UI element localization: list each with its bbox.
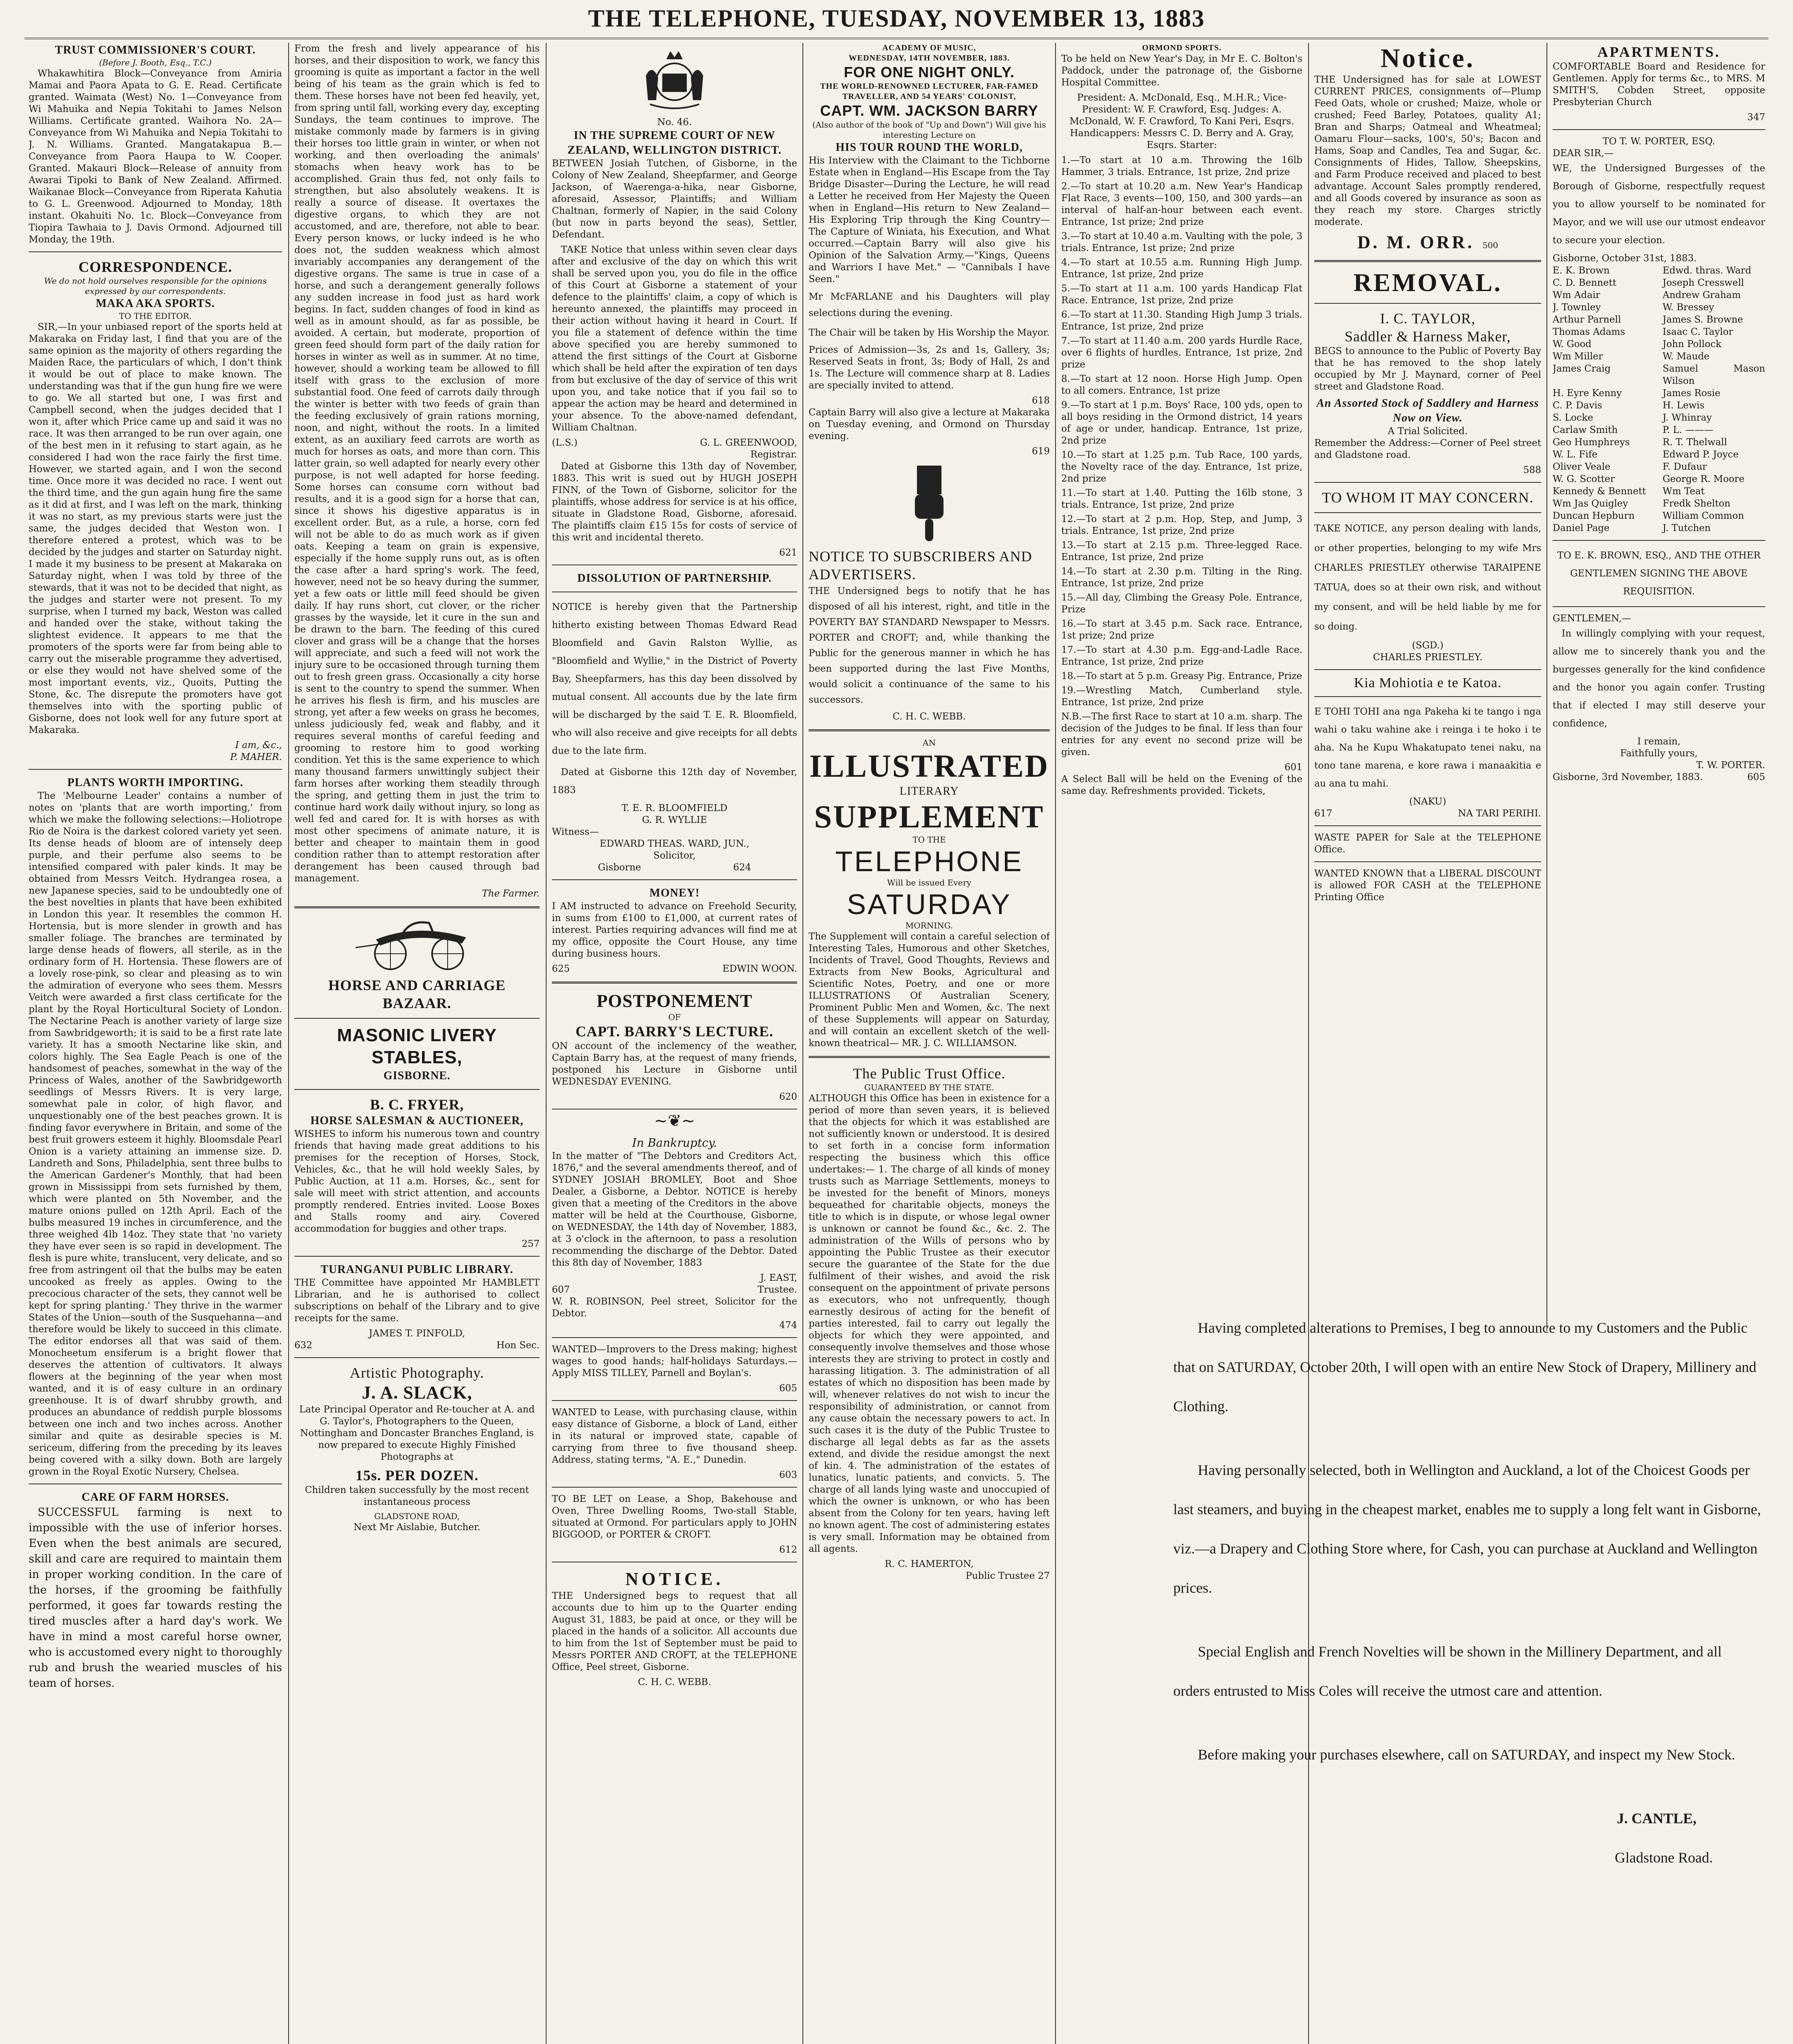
masthead-rule [25,38,1768,39]
notice-sig: C. H. C. WEBB. [638,1677,711,1688]
divider [552,1337,797,1338]
maka-sign2: P. MAHER. [230,752,282,762]
signatory-name: H. Lewis [1663,400,1705,411]
divider [29,251,282,252]
signatory-name: Duncan Hepburn [1553,511,1635,521]
ormond-event: 16.—To start at 3.45 p.m. Sack race. Entrance, 1st prize; 2nd prize [1061,619,1302,641]
dissolution-witness-role: Solicitor, [653,850,696,861]
signatory-name: C. P. Davis [1553,400,1602,411]
reply-num: 605 [1747,772,1765,782]
dissolution-witness: Witness— [552,827,599,837]
library-num: 632 [294,1340,312,1351]
ormond-event: 3.—To start at 10.40 a.m. Vaulting with the pole, 3 trials. Entrance, 1st prize; 2nd prize [1061,231,1302,253]
reply-faith: Faithfully yours, [1620,748,1698,759]
signatory-name: Edward P. Joyce [1663,449,1739,460]
signatory-name: William Common [1663,511,1744,521]
ormond-event: 7.—To start at 11.40 a.m. 200 yards Hurdle Race, over 6 flights of hurdles. Entrance, 1st prize, 2nd prize [1061,336,1302,370]
signatory-name: W. Maude [1663,351,1710,362]
ormond-event: 15.—All day, Climbing the Greasy Pole. Entrance, Prize [1061,592,1302,615]
academy-name: CAPT. WM. JACKSON BARRY [820,102,1038,119]
ormond-event: 6.—To start at 11.30. Standing High Jump 3 trials. Entrance, 1st prize, 2nd prize [1061,309,1302,332]
taylor-role: Saddler & Harness Maker, [1345,328,1511,345]
ormond-nb: N.B.—The first Race to start at 10 a.m. sharp. The decision of the Judges to be final. If less than four entries for any event no second prize will be given. [1061,711,1302,758]
taylor-name: I. C. TAYLOR, [1380,310,1476,327]
notice-orr-title: Notice. [1380,43,1475,73]
column-1 [29,43,282,2044]
academy-lecturer: THE WORLD-RENOWNED LECTURER, FAR-FAMED TRAVELLER, AND 54 YEARS' COLONIST, [820,82,1038,101]
academy-night: FOR ONE NIGHT ONLY. [844,64,1015,81]
maori-num: 617 [1314,808,1332,819]
signatory-name: W. G. Scotter [1553,474,1615,484]
apartments-body: COMFORTABLE Board and Residence for Gentlemen. Apply for terms &c., to MRS. M SMITH'S, Cobden Street, opposite Presbyterian Church [1553,61,1765,108]
court-sign-row [552,437,797,449]
masonic-title: MASONIC LIVERY STABLES, [337,1025,497,1067]
taylor-trial: A Trial Solicited. [1387,426,1468,437]
reply-date: Gisborne, 3rd November, 1883. [1553,772,1703,782]
signatory-name: Thomas Adams [1553,327,1625,337]
column-2 [294,43,540,2044]
ormond-event: 8.—To start at 12 noon. Horse High Jump. Open to all comers. Entrance, 1st prize [1061,374,1302,396]
supplement-supplement: SUPPLEMENT [814,799,1044,834]
pointing-hand-icon [905,462,954,543]
ormond-event: 14.—To start at 2.30 p.m. Tilting in the Ring. Entrance, 1st prize, 2nd prize [1061,566,1302,589]
notice-orr-num: 500 [1482,240,1498,250]
divider [1314,861,1541,862]
ormond-officers: President: A. McDonald, Esq., M.H.R.; Vice-President: W. F. Crawford, Esq. Judges: A. McDonald, W. F. Crawford, To Kani Peri, Esqrs. Handicappers: Messrs C. D. Berry and A. Gray, Esqrs. Starter: [1069,92,1294,150]
signatory-name: E. K. Brown [1553,265,1610,276]
cantle-advertisement [1173,1308,1762,1877]
academy-daughters: Mr McFARLANE and his Daughters will play selections during the evening. [809,291,1050,318]
divider [294,1357,540,1358]
masthead: THE TELEPHONE, TUESDAY, NOVEMBER 13, 1883 [588,5,1205,32]
porter-to: TO T. W. PORTER, ESQ. [1602,136,1715,147]
correspondence-disclaimer: We do not hold ourselves responsible for the opinions expressed by our correspondents. [44,276,267,296]
wanted-known: WANTED KNOWN that a LIBERAL DISCOUNT is allowed FOR CASH at the TELEPHONE Printing Office [1314,868,1541,903]
signatory-name: Geo Humphreys [1553,437,1630,448]
signatory-name: Wm Teat [1663,486,1705,497]
court-dated: Dated at Gisborne this 13th day of November, 1883. This writ is sued out by HUGH JOSEPH FINN, of the Town of Gisborne, solicitor for the plaintiffs, whose address for service is at his office, situate in Gladstone Road, Gisborne, aforesaid. The plaintiffs claim £15 15s for costs of service of this writ and incidental thereto. [552,461,797,543]
signatory-name: C. D. Bennett [1553,278,1616,288]
academy-date: WEDNESDAY, 14TH NOVEMBER, 1883. [848,54,1010,63]
slack-addr1: GLADSTONE ROAD, [374,1511,460,1521]
maori-body: E TOHI TOHI ana nga Pakeha ki te tango i nga wahi o taku wahine ake i reinga i te hoko i te aha. Na he Kupu Whakatupato tenei naku, na tono tane marena, e kore rawa i manaakitia e au ana tu mahi. [1314,706,1541,789]
supplement-illustrated: ILLUSTRATED [809,748,1049,784]
signatory-name: George R. Moore [1663,474,1745,484]
money-footer [552,963,797,975]
cantle-p1: Having completed alterations to Premises, I beg to announce to my Customers and the Public that on SATURDAY, October 20th, I will open with an entire New Stock of Drapery, Millinery and Clothing. [1173,1320,1757,1414]
ormond-num: 601 [1284,762,1302,773]
divider [294,906,540,908]
fryer-name: B. C. FRYER, [370,1096,464,1113]
column-rule [546,43,547,2044]
slack-price: 15s. PER DOZEN. [355,1467,479,1484]
library-sig: JAMES T. PINFOLD, [369,1328,465,1339]
maori-title: Kia Mohiotia e te Katoa. [1354,675,1502,690]
column-rule [1546,43,1547,1331]
public-trust-footer [809,1570,1050,1582]
fryer-role: HORSE SALESMAN & AUCTIONEER, [310,1114,524,1127]
signatory-name: S. Locke [1553,412,1594,423]
ormond-event: 17.—To start at 4.30 p.m. Egg-and-Ladle Race. Entrance, 1st prize, 2nd prize [1061,645,1302,667]
column-6 [1314,43,1541,1290]
academy-makaraka: Captain Barry will also give a lecture at Makaraka on Tuesday evening, and Ormond on Thursday evening. [809,407,1050,442]
wanted-dressmaking: WANTED—Improvers to the Dress making; highest wages to good hands; half-holidays Saturdays.—Apply MISS TILLEY, Parnell and Boylan's. [552,1344,797,1378]
ormond-events-list [1061,155,1302,708]
concern-sgd: (SGD.) [1412,640,1443,651]
column-3 [552,43,797,2044]
concern-title: TO WHOM IT MAY CONCERN. [1322,489,1534,506]
bankrupt-body: In the matter of "The Debtors and Creditors Act, 1876," and the several amendments thereof, and of SYDNEY JOSIAH BROMLEY, Boot and Shoe Dealer, a Gisborne, a Debtor. NOTICE is hereby given that a meeting of the Creditors in the above matter will be held at the Courthouse, Gisborne, on WEDNESDAY, the 14th day of November, 1883, at 3 o'clock in the afternoon, to pass a resolution recommending the discharge of the Debtor. Dated this 8th day of November, 1883 [552,1151,797,1268]
porter-dear: DEAR SIR,— [1553,148,1614,159]
signatory-name: H. Eyre Kenny [1553,388,1622,399]
divider [552,1487,797,1488]
supplement-to: TO THE [912,835,946,845]
divider [1314,669,1541,670]
signatory-name: James Rosie [1663,388,1721,399]
supplement-morning: MORNING. [905,921,953,930]
signatory-name: F. Dufaur [1663,462,1707,472]
postpone-body: ON account of the inclemency of the weather, Captain Barry has, at the request of many friends, postponed his Lecture in Gisborne until WEDNESDAY EVENING. [552,1041,797,1087]
court-title: IN THE SUPREME COURT OF NEW ZEALAND, WELLINGTON DISTRICT. [567,129,782,157]
signatories-list [1553,264,1765,534]
porter-date: Gisborne, October 31st, 1883. [1553,253,1697,264]
academy-body: His Interview with the Claimant to the Tichborne Estate when in England—His Escape from the Tay Bridge Disaster—During the Lecture, he will read a Letter he received from Her Majesty the Queen when in England—His return to New Zealand—His Exploring Trip through the King Country—The Capture of Winiata, his Execution, and What occurred.—Captain Barry will also give his Opinion of the Salvation Army.—"Kings, Queens and Warriors I have Met." — "Cannibals I have Seen." [809,155,1050,285]
signatory-name: Fredk Shelton [1663,498,1730,509]
notice-orr-body: THE Undersigned has for sale at LOWEST CURRENT PRICES, consignments of—Plump Feed Oats, whole or crushed; Maize, whole or crushed; Feed Barley, Potatoes, quality A1; Bran and Sharps; Oatmeal and Wheatmeal; Oamaru Flour—sacks, 100's, 50's; Bacon and Hams, Soap and Candles, Tea and Sugar, &c. Consignments of Hides, Tallow, Sheepskins, and Farm Produce received and placed to best advantage. Account Sales promptly rendered, and all Goods covered by insurance as soon as they reach my store. Charges strictly moderate. [1314,74,1541,227]
public-trust-body: ALTHOUGH this Office has been in existence for a period of more than seven years, it is believed that the objects for which it was established are not sufficiently known or understood. It is desired to set forth in a concise form information respecting the business which this office undertakes:— 1. The charge of all kinds of money trusts such as Marriage Settlements, moneys to be invested for the benefit of Minors, moneys bequeathed for charitable objects, moneys the title to which is in dispute, or whose legal owner is unknown or cannot be found &c., &c. 2. The administration of the Wills of persons who by appointing the Public Trustee as their executor secure the guarantee of the State for the due fulfilment of their wishes, and avoid the risk consequent on the appointment of private persons as executors, who not unfrequently, though earnestly desirous of acting for the benefit of parties interested, fail to carry out legally the objects for which they were appointed, and consequently involve themselves and those whose interests they are striving to protect in costly and harassing litigation. 3. The administration of all estates of which no disposition has been made by will, whenever relatives do not wish to incur the responsibility of administration, or cannot from any cause obtain the necessary powers to act. In such cases it is the duty of the Public Trustee to discharge all legal debts as far as the assets extend, and divide the residue amongst the next of kin. 4. The administration of the estates of lunatics, lunatic patients, and convicts. 5. The charge of all lands lying waste and unoccupied of which the owner is unknown, or who has been absent from the Colony for ten years, having left no known agent. The cost of administering estates is very small. Information may be obtained from all agents. [809,1093,1050,1554]
taylor-num: 588 [1523,465,1541,475]
signatory-name: Joseph Cresswell [1663,278,1744,288]
notice-orr-sig: D. M. ORR. [1357,232,1475,252]
trust-court-title: TRUST COMMISSIONER'S COURT. [55,44,256,56]
signatory-name: R. T. Thelwall [1663,437,1727,448]
signatory-name: Wm Miller [1553,351,1603,362]
ormond-intro: To be held on New Year's Day, in Mr E. C. Bolton's Paddock, under the patronage of, the Gisborne Hospital Committee. [1061,54,1302,88]
ormond-ball: A Select Ball will be held on the Evening of the same day. Refreshments provided. Tickets, [1061,774,1302,796]
academy-num: 618 [1032,395,1050,406]
apartments-title: APARTMENTS. [1597,44,1721,60]
public-trust-sig: R. C. HAMERTON, [885,1559,974,1569]
reply-sig: T. W. PORTER. [1696,760,1765,771]
ormond-event: 4.—To start at 10.55 a.m. Running High Jump. Entrance, 1st prize, 2nd prize [1061,257,1302,280]
column-rule [1055,43,1056,2044]
public-trust-role: Public Trustee [966,1571,1035,1581]
signatory-name: James S. Browne [1663,314,1743,325]
carriage-illustration [352,915,482,972]
correspondence-title: CORRESPONDENCE. [78,259,233,275]
column-7 [1553,43,1765,1290]
maori-footer [1314,808,1541,820]
slack-children: Children taken successfully by the most recent instantaneous process [305,1485,529,1507]
supplement-issued: Will be issued Every [887,878,972,888]
ormond-event: 9.—To start at 1 p.m. Boys' Race, 100 yds, open to all boys residing in the Ormond district, 14 years of age or under, handicap. Entrance, 1st prize, 2nd prize [1061,400,1302,446]
signatory-name: Edwd. thras. Ward [1663,265,1751,276]
plants-title: PLANTS WORTH IMPORTING. [67,776,244,789]
signatory-name: Isaac C. Taylor [1663,327,1733,337]
bankrupt-role: Trustee. [758,1284,797,1295]
slack-body: Late Principal Operator and Re-toucher at A. and G. Taylor's, Photographers to the Queen, Nottingham and Doncaster Branches England, is now prepared to execute Highly Finished Photographs at [299,1404,535,1462]
to-let-num: 612 [779,1544,797,1555]
cantle-p3: Special English and French Novelties will be shown in the Millinery Department, and all orders entrusted to Miss Coles will receive the utmost care and attention. [1173,1643,1722,1699]
horse-carriage-title: HORSE AND CARRIAGE BAZAAR. [328,977,506,1011]
trust-court-sub: (Before J. Booth, Esq., T.C.) [99,58,212,67]
ormond-event: 1.—To start at 10 a.m. Throwing the 16lb Hammer, 3 trials. Entrance, 1st prize, 2nd prize [1061,155,1302,177]
library-title: TURANGANUI PUBLIC LIBRARY. [320,1263,513,1276]
divider [1314,825,1541,826]
notice-orr-footer [1314,231,1541,253]
divider [294,1018,540,1019]
postpone-sub: CAPT. BARRY'S LECTURE. [575,1023,774,1040]
divider [1314,482,1541,483]
divider [29,769,282,770]
wanted-lease: WANTED to Lease, with purchasing clause, within easy distance of Gisborne, a block of Land, either in its natural or improved state, capable of carrying from three to five thousand sheep. Address, stating terms, "A. E.," Dunedin. [552,1407,797,1465]
signatory-name: W. L. Fife [1553,449,1598,460]
money-body: I AM instructed to advance on Freehold Security, in sums from £100 to £1,000, at current rates of interest. Parties requiring advances will find me at my office, opposite the Court House, any time during business hours. [552,901,797,959]
academy-title: ACADEMY OF MUSIC, [882,43,976,52]
reply-to: TO E. K. BROWN, ESQ., AND THE OTHER GENTLEMEN SIGNING THE ABOVE REQUISITION. [1557,550,1761,597]
dissolution-title: DISSOLUTION OF PARTNERSHIP. [577,572,772,585]
reply-footer [1553,771,1765,783]
column-5 [1061,43,1302,1290]
public-trust-title: The Public Trust Office. [853,1065,1006,1082]
reply-remain: I remain, [1637,736,1681,747]
signatory-name: J. Whinray [1663,412,1712,423]
court-no: No. 46. [657,117,692,128]
divider [552,982,797,984]
signatory-name: P. L. ——— [1663,425,1714,435]
cantle-p4: Before making your purchases elsewhere, call on SATURDAY, and inspect my New Stock. [1198,1746,1735,1763]
maka-title: MAKA AKA SPORTS. [96,297,215,310]
public-trust-sub: GUARANTEED BY THE STATE. [864,1083,994,1092]
dissolution-witness-place: Gisborne [598,862,641,873]
horses-body: SUCCESSFUL farming is next to impossible with the use of inferior horses. Even when the best animals are secured, skill and care are required to maintain them in proper working condition. In the care of the horses, if the grooming be faithfully performed, it goes far towards resting the tired muscles after a hard day's work. We have in mind a most careful horse owner, who is accustomed every night to thoroughly rub and brush the wearied muscles of his team of horses. [29,1506,282,1690]
dissolution-witness-name: EDWARD THEAS. WARD, JUN., [599,838,750,849]
signatory-name: W. Good [1553,339,1592,350]
horses-source: The Farmer. [482,888,540,899]
ormond-event: 13.—To start at 2.15 p.m. Three-legged Race. Entrance, 1st prize, 2nd prize [1061,540,1302,563]
signatory-name: John Pollock [1663,339,1721,350]
money-sig: EDWIN WOON. [722,964,797,974]
column-rule [288,43,289,2044]
ormond-title: ORMOND SPORTS. [1142,43,1222,52]
maori-naku: (NAKU) [1409,796,1446,807]
concern-body: TAKE NOTICE, any person dealing with lands, or other properties, belonging to my wife Mrs CHARLES PRIESTLEY otherwise TARAIPENE TATUA, does so at their own risk, and without my consent, and will be held liable by me for so doing. [1314,523,1541,632]
cantle-sig: J. CANTLE, [1616,1810,1697,1827]
signatory-name: J. Townley [1553,302,1601,313]
divider [809,729,1050,731]
signatory-name: Andrew Graham [1663,290,1741,300]
divider [1314,512,1541,513]
trust-court-body: Whakawhitira Block—Conveyance from Amiria Mamai and Paora Apata to G. E. Read. Certificate granted. Waimata (West) No. 1—Conveyance from Wi Mahuika and Nepia Tokitahi to James Nelson Williams. Certificate granted. Waihora No. 2A—Conveyance from Wi Mahuika and Nepia Tokitahi to J. N. Williams. Granted. Mangatakapua B.—Conveyance from Paora Haupa to W. Cooper. Granted. Makauri Block—Release of annuity from Awarai Tipoki to Bank of New Zealand. Affirmed. Waikanae Block—Conveyance from Riperata Kahutia to G. L. Greenwood. Adjourned to Monday, 18th instant. Okahuiti No. 1c. Block—Conveyance from Tiopira Tawhaia to J. Davis Ormond. Adjourned till Monday, the 19th. [29,68,282,245]
signatory-name: Kennedy & Bennett [1553,486,1646,497]
academy-intro: (Also author of the book of "Up and Down") Will give his interesting Lecture on [812,120,1046,140]
divider [552,1400,797,1401]
slack-addr2: Next Mr Aislabie, Butcher. [353,1522,481,1533]
academy-tour: HIS TOUR ROUND THE WORLD, [836,141,1023,154]
notice-title: NOTICE. [625,1569,724,1589]
court-num: 621 [779,547,797,558]
masonic-place: GISBORNE. [383,1069,450,1082]
court-notice: TAKE Notice that unless within seven clear days after and exclusive of the day on which this writ shall be served upon you, you do file in the office of this Court at Gisborne a statement of your defence to the plaintiffs' claim, a copy of which is hereunto annexed, the plaintiffs may proceed in their action without having it heard in Court. If you file a statement of defence within the time above specified you are hereby summoned to attend the first sittings of the Court at Gisborne which shall be held after the expiration of ten days from but exclusive of the day of service of this writ upon you, and take notice that if you fail so to appear the action may be heard and determined in your absence. To the above-named defendant, William Chaltnan. [552,244,797,433]
bankrupt-footer [552,1284,797,1296]
removal-title: REMOVAL. [1353,269,1502,297]
ormond-event: 2.—To start at 10.20 a.m. New Year's Handicap Flat Race, 3 events—100, 150, and 300 yards—an interval of half-an-hour between each event. Entrance, 1st prize; 2nd prize [1061,181,1302,227]
maori-sig: NA TARI PERIHI. [1458,808,1541,819]
waste-paper: WASTE PAPER for Sale at the TELEPHONE Office. [1314,832,1541,855]
divider [1314,260,1541,262]
fryer-body: WISHES to inform his numerous town and country friends that having made great additions to his premises for the reception of Horses, Stock, Vehicles, &c., that he will hold weekly Sales, by Public Auction, at 11 a.m. Horses, &c., sent for sale will meet with strict attention, and accounts promptly rendered. Entries invited. Loose Boxes and Stalls roomy and airy. Covered accommodation for buggies and other traps. [294,1129,540,1234]
wanted-dressmaking-num: 605 [779,1383,797,1394]
photo-title: Artistic Photography. [350,1365,484,1381]
subscribers-body: THE Undersigned begs to notify that he has disposed of all his interest, right, and title in the POVERTY BAY STANDARD Newspaper to Messrs. PORTER and CROFT; and, while thanking the Public for the generous manner in which he has been supported during the last Five Months, would solicit a continuance of the same to his successors. [809,586,1050,705]
bankrupt-num2: 474 [779,1320,797,1331]
taylor-stock: An Assorted Stock of Saddlery and Harness Now on View. [1316,397,1539,424]
money-num: 625 [552,964,570,974]
notice-body: THE Undersigned begs to request that all accounts due to him up to the Quarter ending August 31, 1883, be paid at once, or they will be placed in the hands of a solicitor. All accounts due to him from the 1st of September must be paid to Messrs PORTER AND CROFT, at the TELEPHONE Office, Peel street, Gisborne. [552,1591,797,1672]
reply-body: In willingly complying with your request, allow me to sincerely thank you and the burgesses generally for the kind confidence and the honor you again confer. Trusting that if elected I may still deserve your confidence, [1553,628,1765,729]
taylor-addr: Remember the Address:—Corner of Peel street and Gladstone road. [1314,438,1541,460]
academy-chair: The Chair will be taken by His Worship the Mayor. [809,327,1050,338]
maka-to: TO THE EDITOR. [119,311,192,321]
ormond-event: 12.—To start at 2 p.m. Hop, Step, and Jump, 3 trials. Entrance, 1st prize, 2nd prize [1061,514,1302,536]
signatory-name: Wm Adair [1553,290,1600,300]
library-body: THE Committee have appointed Mr HAMBLETT Librarian, and he is authorised to collect subscriptions on behalf of the Library and to give receipts for the same. [294,1278,540,1324]
signatory-name: Samuel Mason Wilson [1663,363,1765,386]
postpone-title: POSTPONEMENT [596,991,753,1011]
divider [1314,696,1541,697]
court-body: BETWEEN Josiah Tutchen, of Gisborne, in the Colony of New Zealand, Sheepfarmer, and George Jackson, of Waerenga-a-hika, near Gisborne, aforesaid, Assessor, Plaintiffs; and William Chaltnan, formerly of Napier, in the said Colony (but now in parts beyond the seas), Settler, Defendant. [552,158,797,240]
bankrupt-sig: J. EAST, [760,1273,797,1283]
horses-continued: From the fresh and lively appearance of his horses, and their disposition to work, we fancy this grooming is quite as important a factor in the well being of his team as the grain which is fed to them. These horses have not been fed heavily, yet, from spring until fall, working every day, excepting Sundays, the team continues to improve. The mistake commonly made by farmers is in giving their horses too little grain in winter, or when not working, and then overloading the animals' stomachs when heavy work has to be accomplished. Grain thus fed, not only fails to strengthen, but also absolutely weakens. It is really a source of disease. It overtaxes the digestive organs, to which they are not accustomed, and are, therefore, not able to bear. Every person knows, or lucky indeed is he who does not, the sudden weakness which almost invariably accompanies any derangement of the digestive organs. The same is true in case of a horse, and such a derangement generally follows any sudden increase in food just as hard work begins. In fact, sudden changes of food in kind as well as in amount should, as far as possible, be avoided. A certain, but moderate, proportion of green feed should form part of the daily ration for horses in winter as well as in summer. At no time, however, should a working team be allowed to fill itself with grass to the exclusion of more substantial food. One feed of carrots daily through the winter is better with two feeds of grain than the feeding exclusively of grain rations morning, noon, and night, without the roots. In a limited extent, as an auxiliary feed carrots are worth as much for horses as oats, and more than corn. This latter grain, so well adapted for nearly every other purpose, is not well adapted for horse feeding. Some horses can consume corn without bad results, and it is a good sign for a horse that can, since it shows his digestive apparatus is in excellent order. But, as a rule, a horse, corn fed will not be able to do as much work as if given oats. Keeping a team on grain is expensive, especially if the home supply runs out, as is often the case after a hard spring's work. The feed, however, need not be so heavy during the summer, yet a few oats or little mill feed should be given daily. If hay runs short, cut clover, or the richer grasses by the wayside, let it cure in the sun and be drawn to the barn. The feeding of this cured clover and grass will be a change that the horses will appreciate, and such a feed will not work the injury sure to be occasioned through turning them out to fresh green grass. Occasionally a city horse is sent to the country to spend the summer. When he arrives his flesh is firm, and his muscles are strong, yet after a few weeks on grass he becomes, unless judiciously fed, weak and flabby, and it requires several months of careful feeding and grooming to restore him to good working condition. Yet this is the same experience to which many thousand farmers unwittingly subject their farm horses after working them steadily through the spring, and getting them in just the trim to continue hard work daily without injury, so long as well fed and cared for. It is with horses as with most other specimens of animate nature, it is better and cheaper to maintain them in good condition rather than to attempt restoration after derangement has been caused through bad management. [294,43,540,884]
ornament-icon: ~❦~ [654,1112,695,1130]
dissolution-dated: Dated at Gisborne this 12th day of November, 1883 [552,767,797,796]
fryer-num: 257 [522,1239,540,1249]
apartments-num: 347 [1747,112,1765,123]
ormond-event: 11.—To start at 1.40. Putting the 16lb stone, 3 trials. Entrance, 1st prize, 2nd prize [1061,488,1302,510]
signatory-name: James Craig [1553,363,1611,374]
royal-crest-icon [634,47,715,112]
column-rule [802,43,803,2044]
subscribers-sig: C. H. C. WEBB. [892,711,966,722]
divider [809,1056,1050,1058]
maka-sign1: I am, &c., [235,740,282,751]
postpone-of: OF [668,1012,681,1022]
supplement-an: AN [923,738,936,748]
dissolution-sig2: G. R. WYLLIE [642,815,707,825]
bankrupt-sol: W. R. ROBINSON, Peel street, Solicitor for the Debtor. [552,1296,797,1319]
column-4 [809,43,1050,2044]
academy-prices: Prices of Admission—3s, 2s and 1s, Gallery, 3s; Reserved Seats in front, 3s; Body of Hall, 2s and 1s. The Lecture will commence sharp at 8. Ladies are specially invited to attend. [809,345,1050,391]
supplement-literary: LITERARY [899,785,959,798]
divider [552,879,797,880]
signatory-name: J. Tutchen [1663,523,1711,533]
divider [1314,303,1541,304]
court-seal: (L.S.) [552,437,578,448]
court-role: Registrar. [750,449,797,460]
porter-body: WE, the Undersigned Burgesses of the Borough of Gisborne, respectfully request you to allow yourself to be nominated for Mayor, and we will use our utmost endeavor to secure your election. [1553,163,1765,246]
divider [294,1089,540,1090]
academy-num2: 619 [1032,446,1050,457]
divider [1553,540,1765,541]
dissolution-num: 624 [733,862,751,873]
library-footer [294,1340,540,1351]
divider [294,1256,540,1257]
wanted-lease-num: 603 [779,1470,797,1480]
money-title: MONEY! [649,887,700,899]
to-let: TO BE LET on Lease, a Shop, Bakehouse and Oven, Three Dwelling Rooms, Two-stall Stable, situated at Ormond. For particulars apply to JOHN BIGGOOD, or PORTER & CROFT. [552,1494,797,1540]
postpone-num: 620 [779,1091,797,1102]
supplement-telephone: TELEPHONE [835,845,1023,877]
bankrupt-num: 607 [552,1284,570,1295]
ormond-event: 5.—To start at 11 a.m. 100 yards Handicap Flat Race. Entrance, 1st prize, 2nd prize [1061,283,1302,306]
cantle-p2: Having personally selected, both in Wellington and Auckland, a lot of the Choicest Goods per last steamers, and buying in the cheapest market, enables me to supply a long felt want in Gisborne, viz.—a Drapery and Clothing Store where, for Cash, you can purchase at Auckland and Wellington prices. [1173,1462,1761,1596]
maka-body: SIR,—In your unbiased report of the sports held at Makaraka on Friday last, I find that you are of the same opinion as the majority of others regarding the Maiden Race, the particulars of which, I don't think it would be out of place to make known. The understanding was that if the gun hung fire we were to go. We all started but one, I was first and Campbell second, when the judges decided that I won it, after which Price came up and said it was no race. It was then arranged to be run over again, one of the best men in it refusing to start again, as he considered I had won the race fairly the first time. However, we started again, and I won the second time. Once more it was decided no race. I went out the third time, and the gun again hung fire the same as it did at first, and I was left on the mark, thinking it was no start, as my previous starts were just the same, the judges decided that Weston won. I therefore entered a protest, which was to be decided by the judges and starter on Saturday night. I made it my business to be present at Makaraka on Saturday night, when I was told by three of the stewards, that it was not to be decided that night, as the judges and starter were not present. To my surprise, when I turned my back, Weston was called and handed over the stake, without taking the slightest evidence. It appears to me that the promoters of the sports were far from being able to carry out the miserable programme they advertised, or else they would not have shelved some of the most important events, viz., Quoits, Putting the Stone, &c. The disrepute the promoters have got themselves into with the sporting public of Gisborne, does not look well for any future sport at Makaraka. [29,322,282,735]
subscribers-title: NOTICE TO SUBSCRIBERS AND ADVERTISERS. [809,548,1032,583]
signatory-name: Oliver Veale [1553,462,1611,472]
signatory-name: W. Bressey [1663,302,1714,313]
concern-sig: CHARLES PRIESTLEY. [1373,652,1483,663]
supplement-saturday: SATURDAY [847,888,1012,920]
signatory-name: Daniel Page [1553,523,1610,533]
bankrupt-title: In Bankruptcy. [632,1136,717,1150]
supplement-body: The Supplement will contain a careful selection of Interesting Tales, Humorous and other Sketches, Incidents of Travel, Good Thoughts, Reviews and Extracts from New Books, Agricultural and Scientific Notes, Poetry, and one or more ILLUSTRATIONS Of Australian Scenery, Prominent Public Men and Women, &c. The next of these Supplements will appear on Saturday, and will contain an excellent sketch of the well-known theatrical— MR. J. C. WILLIAMSON. [809,931,1050,1049]
ormond-event: 19.—Wrestling Match, Cumberland style. Entrance, 1st prize, 2nd prize [1061,685,1302,708]
dissolution-footer [552,862,797,874]
signatory-name: Arthur Parnell [1553,314,1621,325]
ormond-event: 18.—To start at 5 p.m. Greasy Pig. Entrance, Prize [1061,671,1302,681]
reply-gent: GENTLEMEN,— [1553,613,1631,624]
dissolution-body: NOTICE is hereby given that the Partnership hitherto existing between Thomas Edward Read Bloomfield and Gavin Ralston Wyllie, as "Bloomfield and Wyllie," in the District of Poverty Bay, Sheepfarmers, has this day been dissolved by mutual consent. All accounts due by the late firm will be discharged by the said T. E. R. Bloomfield, who will also receive and give receipts for all debts due to the late firm. [552,602,797,756]
dissolution-sig1: T. E. R. BLOOMFIELD [621,803,728,814]
horses-title: CARE OF FARM HORSES. [81,1491,229,1504]
court-sig: G. L. GREENWOOD, [700,437,797,448]
signatory-name: Carlaw Smith [1553,425,1618,435]
library-role: Hon Sec. [496,1340,540,1351]
public-trust-num: 27 [1038,1571,1050,1581]
ormond-event: 10.—To start at 1.25 p.m. Tub Race, 100 yards, the Novelty race of the day. Entrance, 1st prize, 2nd prize [1061,450,1302,484]
taylor-body: BEGS to announce to the Public of Poverty Bay that he has removed to the shop lately occupied by Mr J. Maynard, corner of Peel street and Gladstone Road. [1314,346,1541,392]
cantle-addr: Gladstone Road. [1615,1849,1713,1866]
slack-name: J. A. SLACK, [362,1383,472,1403]
signatory-name: Wm Jas Quigley [1553,498,1628,509]
divider [1553,606,1765,607]
plants-body: The 'Melbourne Leader' contains a number of notes on 'plants that are worth importing,' from which we make the following selections:—Holiotrope Rio de Noira is the darkest colored variety yet seen. Its dense heads of bloom are of intensely deep purple, and their perfume also seems to be intensified compared with paler kinds. It may be obtained from Messrs Veitch. Hydrangea rosea, a new Japanese species, said to be undoubtedly one of the best novelties in plants that have been exhibited in London this year. It resembles the common H. Hortensia, but is more slender in growth and has smaller foliage. The branches are terminated by large dense heads of flowers, all sterile, as in the ordinary form of H. Hortensia. These flowers are of a lovely rose-pink, so clear and pleasing as to win the admiration of everyone who sees them. Messrs Veitch were awarded a first class certificate for the plant by the Royal Horticultural Society of London. The Nectarine Peach is another variety of large size from Sawbridgeworth; it is said to be a first rate late variety. It has a smooth Nectarine like skin, and colors highly. The Sea Eagle Peach is one of the handsomest of peaches, somewhat in the way of the Princess of Wales, another of the Sawbridgeworth seedlings of Messrs Rivers. It is very large, somewhat pale in color, of high flavor, and unquestionably one of the best peaches grown. It is finding favor everywhere in Britain, and some of the best fruit growers esteem it highly. Bloomsdale Pearl Onion is a variety attaining an immense size. D. Landreth and Sons, Philadelphia, sent three bulbs to the American Gardener's Monthly, that had been grown in Mississippi from sets furnished by them, which were planted on 5th November, and the mature onions pulled on 12th April. Each of the bulbs measured 19 inches in circumference, and the three weighed 4lb 14oz. They state that 'no variety they have ever seen is so rapid in development. The flesh is pure white, translucent, very delicate, and so free from astringent oil that the bulbs may be eaten uncooked as freely as apples. Owing to the precocious character of the sets, they cannot well be kept for spring planting.' They thrive in the warmer States of the Union—south of the Susquehanna—and therefore would be likely to succeed in this climate. The editor endorses all that was said of them. Monocheetum ensiferum is a bright flower that deserves the attention of cultivators. It always flowers at the beginning of the year when most wanted, and it is of easy culture in an ordinary greenhouse. It is of dwarf shrubby growth, and produces an abundance of reddish purple blossoms between one inch and two inches across. Another similar and quite as desirable species is M. sericeum, differing from the preceding by its leaves being covered with a silky down. Both are largely grown in the Royal Exotic Nursery, Chelsea. [29,791,282,1477]
divider [1553,129,1765,130]
